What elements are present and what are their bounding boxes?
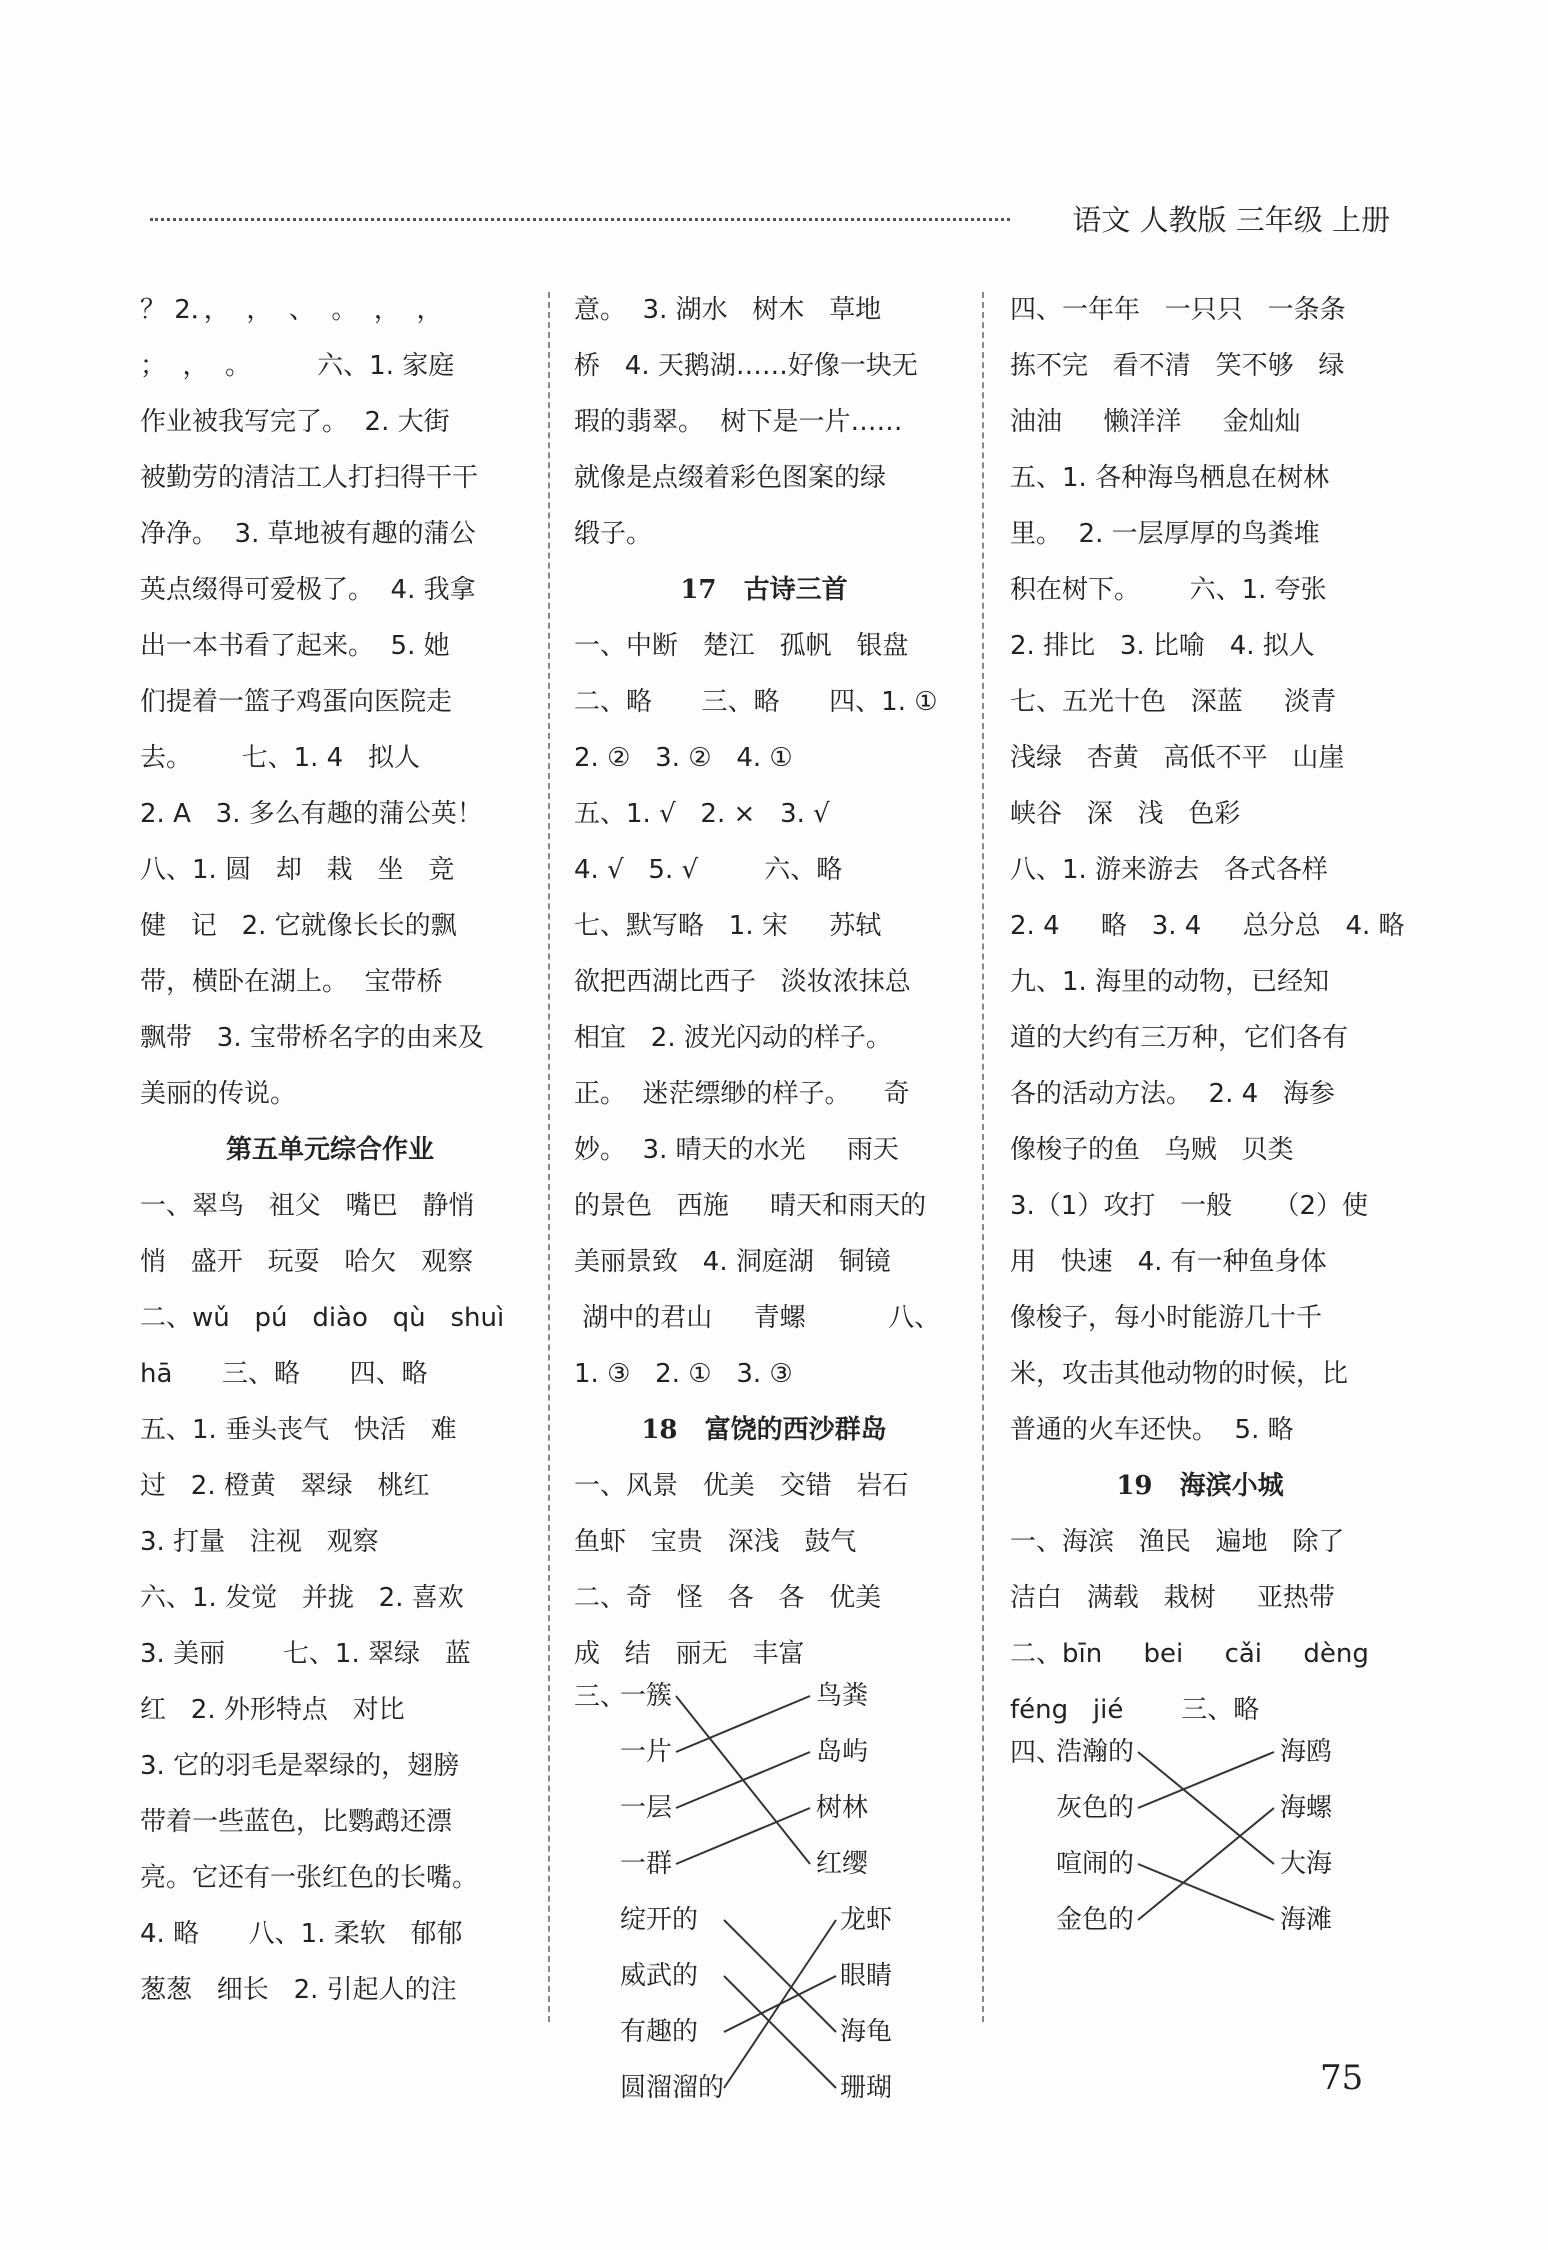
answer-line: 桥 4. 天鹅湖……好像一块无	[574, 351, 918, 381]
answer-line: 各的活动方法。 2. 4 海参	[1010, 1079, 1335, 1109]
answer-line: 峡谷 深 浅 色彩	[1010, 799, 1241, 829]
match-line	[1138, 1808, 1274, 1920]
match-right-item: 岛屿	[816, 1737, 869, 1767]
answer-line: 欲把西湖比西子 淡妆浓抹总	[574, 967, 911, 997]
answer-line: 二、bīn bei cǎi dèng	[1010, 1639, 1369, 1669]
answer-line: 二、奇 怪 各 各 优美	[574, 1583, 882, 1613]
matching-exercise	[574, 1682, 954, 1906]
match-line	[676, 1752, 810, 1808]
match-right-item: 海鸥	[1280, 1737, 1333, 1767]
answer-line: 成 结 丽无 丰富	[574, 1639, 805, 1669]
match-right-item: 海龟	[840, 2017, 893, 2047]
column-2	[574, 282, 954, 2130]
match-left-item: 绽开的	[620, 1905, 699, 1935]
answer-line: 像梭子的鱼 乌贼 贝类	[1010, 1135, 1294, 1165]
answer-line: 美丽景致 4. 洞庭湖 铜镜	[574, 1247, 891, 1277]
match-left-item: 一片	[620, 1737, 673, 1767]
answer-line: 红 2. 外形特点 对比	[140, 1695, 405, 1725]
answer-line: 用 快速 4. 有一种鱼身体	[1010, 1247, 1327, 1277]
answer-line: 二、略 三、略 四、1. ①	[574, 687, 938, 717]
answer-line: 相宜 2. 波光闪动的样子。	[574, 1023, 892, 1053]
header-title: 语文 人教版 三年级 上册	[1072, 203, 1390, 237]
match-line	[1138, 1864, 1274, 1920]
answer-line: 被勤劳的清洁工人打扫得干干	[140, 463, 479, 493]
answer-line: féng jié 三、略	[1010, 1695, 1260, 1725]
answer-line: 一、中断 楚江 孤帆 银盘	[574, 631, 909, 661]
answer-line: 洁白 满载 栽树 亚热带	[1010, 1583, 1335, 1613]
match-left-item: 灰色的	[1056, 1793, 1135, 1823]
match-line	[724, 1920, 836, 2088]
answer-line: 六、1. 发觉 并拢 2. 喜欢	[140, 1583, 464, 1613]
answer-line: 净净。 3. 草地被有趣的蒲公	[140, 519, 476, 549]
answer-line: 像梭子，每小时能游几十千	[1010, 1303, 1323, 1333]
match-right-item: 珊瑚	[840, 2073, 893, 2103]
answer-line: 3. 美丽 七、1. 翠绿 蓝	[140, 1639, 471, 1669]
answer-line: 悄 盛开 玩耍 哈欠 观察	[140, 1247, 474, 1277]
column-1	[140, 282, 520, 2018]
answer-line: 葱葱 细长 2. 引起人的注	[140, 1975, 457, 2005]
match-line	[724, 1920, 836, 2032]
exercise-number: 三、	[574, 1682, 627, 1712]
answer-line: 们提着一篮子鸡蛋向医院走	[140, 687, 453, 717]
match-right-item: 大海	[1280, 1849, 1333, 1879]
answer-line: ？ 2．， ， 、 。 ， ，	[140, 295, 443, 325]
answer-line: 缎子。	[574, 519, 653, 549]
answer-line: 2. A 3. 多么有趣的蒲公英！	[140, 799, 483, 829]
answer-line: 过 2. 橙黄 翠绿 桃红	[140, 1471, 430, 1501]
answer-line: 3.（1）攻打 一般 （2）使	[1010, 1191, 1369, 1221]
answer-line: 妙。 3. 晴天的水光 雨天	[574, 1135, 899, 1165]
answer-line: 健 记 2. 它就像长长的飘	[140, 911, 457, 941]
column-divider	[982, 292, 984, 2022]
answer-line: hā 三、略 四、略	[140, 1359, 428, 1389]
match-left-item: 有趣的	[620, 2017, 699, 2047]
answer-line: 一、海滨 渔民 遍地 除了	[1010, 1527, 1345, 1557]
header-dotted-rule	[150, 218, 1010, 221]
answer-line: 去。 七、1. 4 拟人	[140, 743, 420, 773]
answer-line: 正。 迷茫缥缈的样子。 奇	[574, 1079, 910, 1109]
answer-line: 瑕的翡翠。 树下是一片……	[574, 407, 903, 437]
section-heading: 17 古诗三首	[680, 575, 848, 605]
match-left-item: 喧闹的	[1056, 1849, 1135, 1879]
answer-line: 一、翠鸟 祖父 嘴巴 静悄	[140, 1191, 475, 1221]
answer-line: ； ， 。 六、1. 家庭	[140, 351, 455, 381]
answer-line: 五、1. 各种海鸟栖息在树林	[1010, 463, 1330, 493]
answer-line: 里。 2. 一层厚厚的鸟粪堆	[1010, 519, 1320, 549]
column-3	[1010, 282, 1405, 1962]
answer-line: 七、五光十色 深蓝 淡青	[1010, 687, 1337, 717]
match-left-item: 圆溜溜的	[620, 2073, 725, 2103]
answer-line: 的景色 西施 晴天和雨天的	[574, 1191, 927, 1221]
answer-line: 飘带 3. 宝带桥名字的由来及	[140, 1023, 484, 1053]
answer-line: 五、1. √ 2. × 3. √	[574, 799, 830, 829]
answer-line: 九、1. 海里的动物，已经知	[1010, 967, 1330, 997]
answer-line: 4. 略 八、1. 柔软 郁郁	[140, 1919, 463, 1949]
answer-line: 浅绿 杏黄 高低不平 山崖	[1010, 743, 1345, 773]
match-left-item: 一簇	[620, 1681, 673, 1711]
section-heading: 19 海滨小城	[1116, 1471, 1284, 1501]
answer-line: 八、1. 圆 却 栽 坐 竞	[140, 855, 455, 885]
match-line	[724, 1976, 836, 2088]
match-right-item: 海滩	[1280, 1905, 1333, 1935]
answer-line: 英点缀得可爱极了。 4. 我拿	[140, 575, 476, 605]
match-left-item: 一群	[620, 1849, 673, 1879]
answer-line: 4. √ 5. √ 六、略	[574, 855, 843, 885]
match-right-item: 眼睛	[840, 1961, 893, 1991]
match-right-item: 龙虾	[840, 1905, 893, 1935]
answer-line: 3. 它的羽毛是翠绿的，翅膀	[140, 1751, 460, 1781]
answer-line: 一、风景 优美 交错 岩石	[574, 1471, 909, 1501]
answer-line: 意。 3. 湖水 树木 草地	[574, 295, 882, 325]
answer-line: 3. 打量 注视 观察	[140, 1527, 379, 1557]
match-left-item: 一层	[620, 1793, 673, 1823]
answer-line: 2. ② 3. ② 4. ①	[574, 743, 793, 773]
answer-line: 湖中的君山 青螺 八、	[574, 1303, 941, 1333]
answer-line: 二、wǔ pú diào qù shuì	[140, 1303, 505, 1333]
matching-exercise	[574, 1906, 954, 2130]
answer-line: 七、默写略 1. 宋 苏轼	[574, 911, 882, 941]
answer-line: 四、一年年 一只只 一条条	[1010, 295, 1346, 325]
answer-line: 鱼虾 宝贵 深浅 鼓气	[574, 1527, 857, 1557]
answer-line: 积在树下。 六、1. 夸张	[1010, 575, 1327, 605]
section-heading: 第五单元综合作业	[225, 1135, 434, 1165]
answer-line: 美丽的传说。	[140, 1079, 297, 1109]
match-right-item: 鸟粪	[816, 1681, 869, 1711]
column-divider	[548, 292, 550, 2022]
match-line	[1138, 1752, 1274, 1864]
match-line	[1138, 1752, 1274, 1808]
answer-line: 2. 排比 3. 比喻 4. 拟人	[1010, 631, 1315, 661]
answer-line: 八、1. 游来游去 各式各样	[1010, 855, 1328, 885]
exercise-number: 四、	[1010, 1738, 1063, 1768]
match-right-item: 红缨	[816, 1849, 869, 1879]
matching-exercise	[1010, 1738, 1390, 1962]
answer-line: 普通的火车还快。 5. 略	[1010, 1415, 1294, 1445]
page-number: 75	[1320, 2058, 1364, 2098]
answer-line: 就像是点缀着彩色图案的绿	[574, 463, 887, 493]
match-right-item: 海螺	[1280, 1793, 1333, 1823]
answer-line: 拣不完 看不清 笑不够 绿	[1010, 351, 1345, 381]
answer-line: 油油 懒洋洋 金灿灿	[1010, 407, 1301, 437]
answer-line: 米，攻击其他动物的时候，比	[1010, 1359, 1349, 1389]
answer-line: 亮。它还有一张红色的长嘴。	[140, 1863, 479, 1893]
answer-line: 出一本书看了起来。 5. 她	[140, 631, 450, 661]
answer-line: 2. 4 略 3. 4 总分总 4. 略	[1010, 911, 1405, 941]
match-line	[676, 1808, 810, 1864]
match-left-item: 威武的	[620, 1961, 699, 1991]
page-header	[150, 198, 1390, 238]
match-left-item: 浩瀚的	[1056, 1737, 1135, 1767]
answer-line: 1. ③ 2. ① 3. ③	[574, 1359, 793, 1389]
section-heading: 18 富饶的西沙群岛	[641, 1415, 887, 1445]
match-left-item: 金色的	[1056, 1905, 1135, 1935]
answer-line: 带，横卧在湖上。 宝带桥	[140, 967, 443, 997]
match-line	[676, 1696, 810, 1752]
answer-line: 道的大约有三万种，它们各有	[1010, 1023, 1349, 1053]
answer-line: 作业被我写完了。 2. 大街	[140, 407, 450, 437]
match-right-item: 树林	[816, 1793, 869, 1823]
answer-line: 五、1. 垂头丧气 快活 难	[140, 1415, 457, 1445]
answer-line: 带着一些蓝色，比鹦鹉还漂	[140, 1807, 453, 1837]
